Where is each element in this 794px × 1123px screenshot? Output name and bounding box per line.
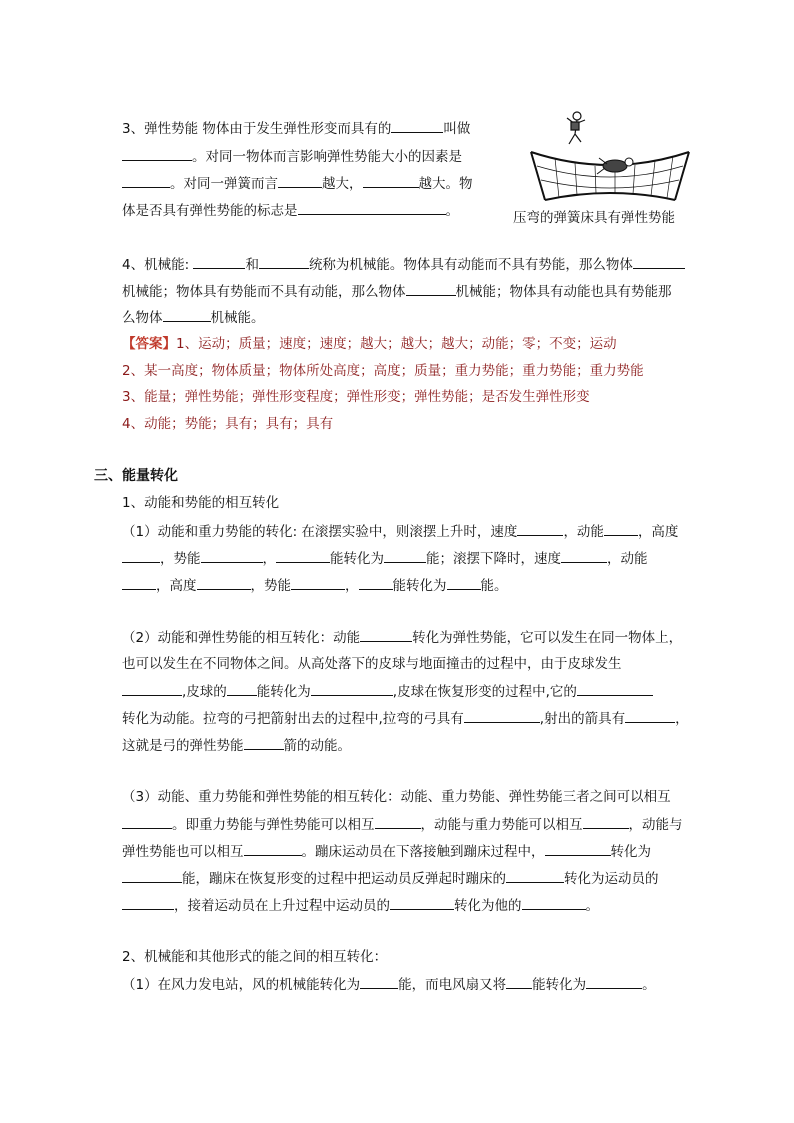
text: 统称为机械能。物体具有动能而不具有势能，那么物体: [308, 257, 633, 273]
blank[interactable]: [122, 575, 156, 590]
text: 机械能；物体具有动能也具有势能那: [455, 284, 672, 300]
subsection-1-title: 1、动能和势能的相互转化: [122, 495, 280, 511]
text: 。: [642, 977, 656, 993]
blank[interactable]: [122, 814, 172, 829]
blank[interactable]: [244, 735, 284, 750]
text: ，高度: [156, 578, 197, 594]
blank[interactable]: [406, 281, 456, 296]
blank[interactable]: [244, 841, 302, 856]
blank[interactable]: [464, 708, 540, 723]
text: 转化为动能。拉弯的弓把箭射出去的过程中,拉弯的弓具有: [122, 711, 464, 727]
p1-line-2: [122, 548, 648, 568]
blank[interactable]: [122, 146, 192, 161]
blank[interactable]: [122, 173, 170, 188]
blank[interactable]: [577, 681, 653, 696]
blank[interactable]: [545, 841, 611, 856]
p2-line-2: 也可以发生在不同物体之间。从高处落下的皮球与地面撞击的过程中，由于皮球发生: [122, 656, 622, 672]
text: 1、运动；质量；速度；速度；越大；越大；越大；动能；零；不变；运动: [176, 336, 617, 352]
blank[interactable]: [122, 681, 182, 696]
text: （1）动能和重力势能的转化: 在滚摆实验中，则滚摆上升时，速度: [122, 524, 518, 540]
blank[interactable]: [278, 173, 322, 188]
text: 。对同一物体而言影响弹性势能大小的因素是: [192, 149, 462, 165]
text: 箭的动能。: [283, 738, 351, 754]
text: ，接着运动员在上升过程中运动员的: [174, 898, 390, 914]
text: ,射出的箭具有: [539, 711, 626, 727]
p2-line-1: [122, 627, 682, 647]
s3-line-2: [122, 146, 462, 166]
text: ，: [675, 711, 689, 727]
text: 转化为他的: [454, 898, 522, 914]
blank[interactable]: [391, 118, 443, 133]
blank[interactable]: [522, 895, 586, 910]
blank[interactable]: [390, 895, 454, 910]
text: ,皮球在恢复形变的过程中,它的: [392, 684, 577, 700]
text: （2）动能和弹性势能的相互转化：动能: [122, 630, 361, 646]
p2-line-3: [122, 681, 653, 701]
p4-line-1: [122, 974, 656, 994]
s3-line-1: [122, 118, 470, 138]
lying-figure: [597, 158, 633, 174]
blank[interactable]: [201, 548, 263, 563]
text: 和: [245, 257, 259, 273]
p3-line-1: （3）动能、重力势能和弹性势能的相互转化：动能、重力势能、弹性势能三者之间可以相互: [122, 789, 671, 805]
text: ，高度: [637, 524, 679, 540]
s4-line-2: [122, 281, 672, 301]
text: ，动能与重力势能可以相互: [420, 817, 583, 833]
text: 机械能。: [210, 310, 265, 326]
p1-line-1: [122, 521, 678, 541]
blank[interactable]: [227, 681, 257, 696]
blank[interactable]: [375, 814, 421, 829]
text: 。: [585, 898, 599, 914]
blank[interactable]: [163, 307, 211, 322]
blank[interactable]: [291, 575, 345, 590]
p3-line-3: [122, 841, 651, 861]
p3-line-5: [122, 895, 599, 915]
text: 能，蹦床在恢复形变的过程中把运动员反弹起时蹦床的: [182, 871, 506, 887]
text: 能转化为: [330, 551, 384, 567]
trampoline-net: [531, 152, 689, 200]
blank[interactable]: [633, 254, 685, 269]
blank[interactable]: [604, 521, 638, 536]
s3-line-3: [122, 173, 473, 193]
text: 能。: [480, 578, 508, 594]
text: 能；滚摆下降时，速度: [426, 551, 561, 567]
text: ，动能: [607, 551, 648, 567]
text: ，: [262, 551, 276, 567]
subsection-2-title: 2、机械能和其他形式的能之间的相互转化：: [122, 949, 388, 965]
blank[interactable]: [363, 173, 419, 188]
answer-line-3: 3、能量；弹性势能；弹性形变程度；弹性形变；弹性势能；是否发生弹性形变: [122, 389, 590, 405]
text: 机械能；物体具有势能而不具有动能，那么物体: [122, 284, 406, 300]
p3-line-2: [122, 814, 683, 834]
text: 。蹦床运动员在下落接触到蹦床过程中，: [301, 844, 545, 860]
blank[interactable]: [586, 974, 642, 989]
text: 越大。物: [418, 176, 473, 192]
trampoline-figure: [525, 108, 695, 208]
text: 。: [445, 203, 459, 219]
s4-line-3: [122, 307, 265, 327]
jumper-figure: [567, 112, 585, 144]
text: （1）在风力发电站，风的机械能转化为: [122, 977, 361, 993]
section-title: 三、能量转化: [94, 468, 178, 484]
blank[interactable]: [197, 575, 251, 590]
text: 弹性势能也可以相互: [122, 844, 244, 860]
blank[interactable]: [359, 575, 393, 590]
text: 转化为弹性势能，它可以发生在同一物体上，: [412, 630, 683, 646]
text: 。即重力势能与弹性势能可以相互: [172, 817, 375, 833]
blank[interactable]: [193, 254, 245, 269]
blank[interactable]: [122, 895, 174, 910]
blank[interactable]: [506, 974, 532, 989]
blank[interactable]: [447, 575, 481, 590]
text: 。对同一弹簧而言: [170, 176, 278, 192]
text: ，动能: [563, 524, 604, 540]
p2-line-5: [122, 735, 351, 755]
text: ，势能: [250, 578, 291, 594]
blank[interactable]: [583, 814, 629, 829]
text: 么物体: [122, 310, 163, 326]
blank[interactable]: [360, 627, 412, 642]
blank[interactable]: [122, 868, 182, 883]
blank[interactable]: [276, 548, 330, 563]
text: 越大，: [322, 176, 363, 192]
blank[interactable]: [517, 521, 563, 536]
answer-line-2: 2、某一高度；物体质量；物体所处高度；高度；质量；重力势能；重力势能；重力势能: [122, 363, 644, 379]
figure-caption: 压弯的弹簧床具有弹性势能: [513, 210, 675, 226]
p2-line-4: [122, 708, 689, 728]
blank[interactable]: [506, 868, 564, 883]
text: 能转化为: [392, 578, 447, 594]
text: 能转化为: [532, 977, 587, 993]
blank[interactable]: [298, 200, 446, 215]
s4-line-1: [122, 254, 685, 274]
text: 转化为: [610, 844, 651, 860]
s3-line-4: [122, 200, 459, 220]
text: 转化为运动员的: [564, 871, 659, 887]
text: ，动能与: [628, 817, 683, 833]
text: ，势能: [160, 551, 201, 567]
blank[interactable]: [625, 708, 675, 723]
text: ，: [345, 578, 359, 594]
text: 能转化为: [256, 684, 311, 700]
answer-line-1: [122, 334, 617, 354]
text: 这就是弓的弹性势能: [122, 738, 244, 754]
blank[interactable]: [384, 548, 426, 563]
blank[interactable]: [311, 681, 393, 696]
text: 体是否具有弹性势能的标志是: [122, 203, 298, 219]
text: 4、机械能:: [122, 257, 194, 273]
text: 能，而电风扇又将: [398, 977, 507, 993]
blank[interactable]: [360, 974, 398, 989]
blank[interactable]: [561, 548, 607, 563]
p3-line-4: [122, 868, 659, 888]
text: 3、弹性势能 物体由于发生弹性形变而具有的: [122, 121, 392, 137]
answer-line-4: 4、动能；势能；具有；具有；具有: [122, 416, 334, 432]
p1-line-3: [122, 575, 508, 595]
blank[interactable]: [122, 548, 160, 563]
blank[interactable]: [259, 254, 309, 269]
text: ,皮球的: [182, 684, 227, 700]
answer-tag: 【答案】: [122, 336, 176, 352]
text: 叫做: [443, 121, 471, 137]
